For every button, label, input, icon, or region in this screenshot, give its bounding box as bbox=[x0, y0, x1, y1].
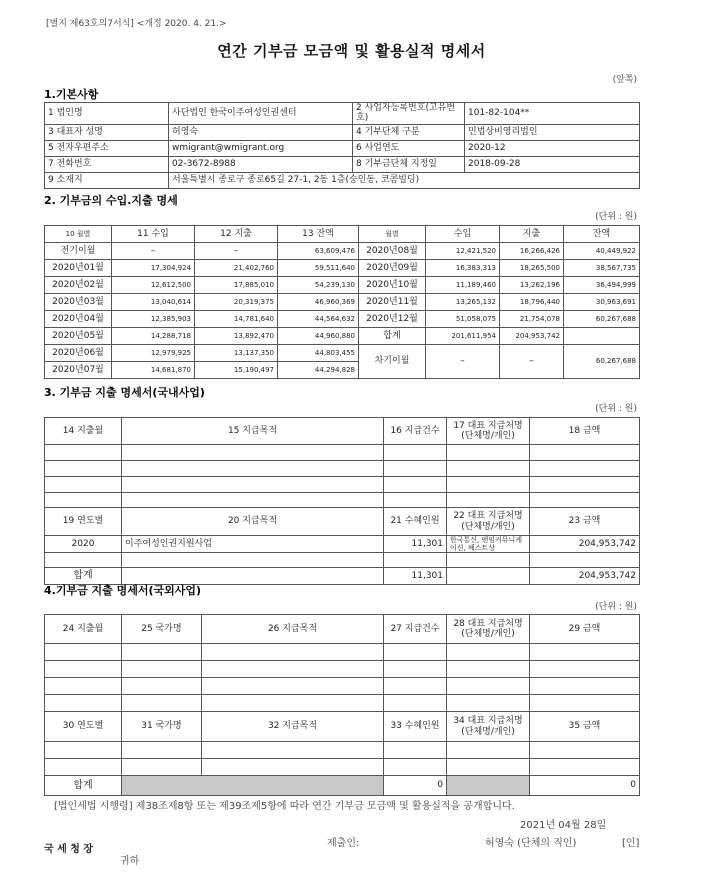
income-row-month: 2020년07월 bbox=[45, 362, 112, 379]
income-row-income: – bbox=[112, 243, 195, 260]
income-row-balance: 44,294,828 bbox=[278, 362, 359, 379]
income-row-expense: 21,402,760 bbox=[195, 260, 278, 277]
income-header-income-2: 수입 bbox=[426, 226, 500, 243]
income-row-month: 2020년10월 bbox=[359, 277, 426, 294]
label-corp-name: 1 법인명 bbox=[45, 103, 169, 125]
label-phone: 7 전화번호 bbox=[45, 156, 169, 172]
domestic-row-payee: 한국통신, 엔임커뮤니케이션, 베스트상 bbox=[447, 536, 530, 553]
income-row-month: 2020년12월 bbox=[359, 311, 426, 328]
label-representative: 3 대표자 성명 bbox=[45, 124, 169, 140]
income-row-expense: 16,266,426 bbox=[500, 243, 564, 260]
income-row-expense: 14,781,640 bbox=[195, 311, 278, 328]
income-header-balance-2: 잔액 bbox=[564, 226, 640, 243]
income-row-month: 2020년02월 bbox=[45, 277, 112, 294]
income-header-month-2: 월별 bbox=[359, 226, 426, 243]
income-row-income: 14,681,870 bbox=[112, 362, 195, 379]
carry-over-balance: 60,267,688 bbox=[564, 345, 640, 379]
value-corp-name: 사단법인 한국이주여성인권센터 bbox=[169, 103, 353, 125]
income-row-income: 12,979,925 bbox=[112, 345, 195, 362]
value-donor-type: 민법상비영리법인 bbox=[465, 124, 640, 140]
income-row-balance: 44,803,455 bbox=[278, 345, 359, 362]
foreign-total-label: 합계 bbox=[45, 776, 122, 796]
domestic-table bbox=[44, 417, 640, 585]
income-row-balance: 44,960,880 bbox=[278, 328, 359, 345]
submission-date: 2021년 04월 28일 bbox=[520, 820, 607, 831]
income-header-balance: 13 잔액 bbox=[278, 226, 359, 243]
income-unit: (단위 : 원) bbox=[595, 212, 637, 222]
income-row-month: 2020년06월 bbox=[45, 345, 112, 362]
income-row-balance: 40,449,922 bbox=[564, 243, 640, 260]
income-total-expense: 204,953,742 bbox=[500, 328, 564, 345]
domestic-total-label: 합계 bbox=[45, 568, 122, 585]
income-row-expense: 13,137,350 bbox=[195, 345, 278, 362]
section-domestic-title: 3. 기부금 지출 명세서(국내사업) bbox=[44, 386, 205, 399]
value-designation-date: 2018-09-28 bbox=[465, 156, 640, 172]
foreign-total-amount: 0 bbox=[530, 776, 640, 796]
foreign-header-country: 25 국가명 bbox=[122, 615, 202, 644]
income-row-expense: 20,319,375 bbox=[195, 294, 278, 311]
foreign-header-amount: 29 금액 bbox=[530, 615, 640, 644]
income-row-expense: 18,265,500 bbox=[500, 260, 564, 277]
form-number: [별지 제63호의7서식] <개정 2020. 4. 21.> bbox=[46, 19, 227, 29]
income-row-income: 51,058,075 bbox=[426, 311, 500, 328]
submitter-label: 제출인: bbox=[327, 838, 360, 849]
value-representative: 허영숙 bbox=[169, 124, 353, 140]
income-row-month: 2020년05월 bbox=[45, 328, 112, 345]
disclosure-statement: [법인세법 시행령] 제38조제8항 또는 제39조제5항에 따라 연간 기부금 모금액 및 활용실적을 공개합니다. bbox=[54, 801, 515, 812]
domestic-row-amount: 204,953,742 bbox=[530, 536, 640, 553]
income-header-expense: 12 지출 bbox=[195, 226, 278, 243]
domestic-row-purpose: 이주여성인권지원사업 bbox=[122, 536, 384, 553]
income-row-month: 2020년01월 bbox=[45, 260, 112, 277]
page-side-label: (앞쪽) bbox=[612, 75, 637, 85]
label-address: 9 소재지 bbox=[45, 172, 169, 188]
income-row-income: 12,385,903 bbox=[112, 311, 195, 328]
foreign-table bbox=[44, 614, 640, 796]
income-row-balance: 59,511,640 bbox=[278, 260, 359, 277]
income-row-income: 13,265,132 bbox=[426, 294, 500, 311]
value-email: wmigrant@wmigrant.org bbox=[169, 140, 353, 156]
income-row-month: 2020년08월 bbox=[359, 243, 426, 260]
foreign-header-beneficiaries: 33 수혜인원 bbox=[384, 712, 447, 742]
carry-over-label: 차기이월 bbox=[359, 345, 426, 379]
label-email: 5 전자우편주소 bbox=[45, 140, 169, 156]
domestic-header-purpose-2: 20 지급목적 bbox=[122, 508, 384, 536]
income-row-expense: 13,262,196 bbox=[500, 277, 564, 294]
carry-over-expense: – bbox=[500, 345, 564, 379]
income-row-month: 2020년11월 bbox=[359, 294, 426, 311]
income-row-income: 17,304,924 bbox=[112, 260, 195, 277]
income-row-expense: 15,190,497 bbox=[195, 362, 278, 379]
income-row-expense: 18,796,440 bbox=[500, 294, 564, 311]
foreign-header-payee-2: 34 대표 지급처명 (단체명/개인) bbox=[447, 712, 530, 742]
income-total-balance bbox=[564, 328, 640, 345]
foreign-header-month: 24 지출월 bbox=[45, 615, 122, 644]
domestic-header-payee-2: 22 대표 지급처명 (단체명/개인) bbox=[447, 508, 530, 536]
income-row-expense: 13,892,470 bbox=[195, 328, 278, 345]
foreign-header-count: 27 지급건수 bbox=[384, 615, 447, 644]
value-fiscal-year: 2020-12 bbox=[465, 140, 640, 156]
income-row-balance: 38,567,735 bbox=[564, 260, 640, 277]
seal-mark: [인] bbox=[622, 838, 640, 849]
income-row-month: 2020년04월 bbox=[45, 311, 112, 328]
income-row-expense: – bbox=[195, 243, 278, 260]
income-row-balance: 36,494,999 bbox=[564, 277, 640, 294]
income-header-month: 10 월별 bbox=[45, 226, 112, 243]
section-foreign-title: 4.기부금 지출 명세서(국외사업) bbox=[44, 584, 202, 597]
domestic-header-count: 16 지급건수 bbox=[384, 418, 447, 445]
domestic-header-year: 19 연도별 bbox=[45, 508, 122, 536]
income-row-income: 12,612,500 bbox=[112, 277, 195, 294]
foreign-header-country-2: 31 국가명 bbox=[122, 712, 202, 742]
foreign-header-payee: 28 대표 지급처명 (단체명/개인) bbox=[447, 615, 530, 644]
income-row-expense: 21,754,078 bbox=[500, 311, 564, 328]
section-basic-title: 1.기본사항 bbox=[44, 88, 99, 101]
label-donor-type: 4 기부단체 구분 bbox=[353, 124, 465, 140]
income-row-balance: 63,609,476 bbox=[278, 243, 359, 260]
foreign-header-purpose: 26 지급목적 bbox=[202, 615, 384, 644]
value-address: 서울특별시 종로구 종로65길 27-1, 2동 1층(숭인동, 코콤빌딩) bbox=[169, 172, 640, 188]
income-row-expense: 17,885,010 bbox=[195, 277, 278, 294]
domestic-header-month: 14 지출월 bbox=[45, 418, 122, 445]
income-row-income: 13,040,614 bbox=[112, 294, 195, 311]
income-row-income: 16,383,313 bbox=[426, 260, 500, 277]
income-row-income: 14,288,718 bbox=[112, 328, 195, 345]
income-row-balance: 30,963,691 bbox=[564, 294, 640, 311]
income-table bbox=[44, 225, 640, 379]
domestic-header-purpose: 15 지급목적 bbox=[122, 418, 384, 445]
value-phone: 02-3672-8988 bbox=[169, 156, 353, 172]
domestic-unit: (단위 : 원) bbox=[595, 404, 637, 414]
income-row-balance: 60,267,688 bbox=[564, 311, 640, 328]
label-business-number: 2 사업자등록번호(고유번호) bbox=[353, 103, 465, 125]
label-designation-date: 8 기부금단체 지정일 bbox=[353, 156, 465, 172]
label-fiscal-year: 6 사업연도 bbox=[353, 140, 465, 156]
income-row-month: 전기이월 bbox=[45, 243, 112, 260]
income-total-label: 합계 bbox=[359, 328, 426, 345]
domestic-header-amount-2: 23 금액 bbox=[530, 508, 640, 536]
domestic-header-amount: 18 금액 bbox=[530, 418, 640, 445]
domestic-header-beneficiaries: 21 수혜인원 bbox=[384, 508, 447, 536]
income-row-month: 2020년03월 bbox=[45, 294, 112, 311]
income-row-balance: 54,239,130 bbox=[278, 277, 359, 294]
document-title: 연간 기부금 모금액 및 활용실적 명세서 bbox=[217, 42, 486, 60]
value-business-number: 101-82-104** bbox=[465, 103, 640, 125]
basic-info-table bbox=[44, 102, 640, 189]
submitter-name: 허영숙 (단체의 직인) bbox=[485, 838, 577, 849]
domestic-total-count: 11,301 bbox=[384, 568, 447, 585]
domestic-row-year: 2020 bbox=[45, 536, 122, 553]
income-row-month: 2020년09월 bbox=[359, 260, 426, 277]
income-row-balance: 44,564,632 bbox=[278, 311, 359, 328]
foreign-header-purpose-2: 32 지급목적 bbox=[202, 712, 384, 742]
income-header-expense-2: 지출 bbox=[500, 226, 564, 243]
foreign-unit: (단위 : 원) bbox=[595, 602, 637, 612]
domestic-total-amount: 204,953,742 bbox=[530, 568, 640, 585]
foreign-header-amount-2: 35 금액 bbox=[530, 712, 640, 742]
foreign-total-count: 0 bbox=[384, 776, 447, 796]
foreign-header-year: 30 연도별 bbox=[45, 712, 122, 742]
domestic-header-payee: 17 대표 지급처명 (단체명/개인) bbox=[447, 418, 530, 445]
domestic-row-count: 11,301 bbox=[384, 536, 447, 553]
income-header-income: 11 수입 bbox=[112, 226, 195, 243]
honorific: 귀하 bbox=[120, 856, 140, 867]
income-row-income: 12,421,520 bbox=[426, 243, 500, 260]
recipient: 국 세 청 장 bbox=[44, 844, 94, 855]
income-row-balance: 46,960,369 bbox=[278, 294, 359, 311]
income-row-income: 11,189,460 bbox=[426, 277, 500, 294]
section-income-title: 2. 기부금의 수입.지출 명세 bbox=[44, 194, 178, 207]
carry-over-income: – bbox=[426, 345, 500, 379]
income-total-income: 201,611,954 bbox=[426, 328, 500, 345]
